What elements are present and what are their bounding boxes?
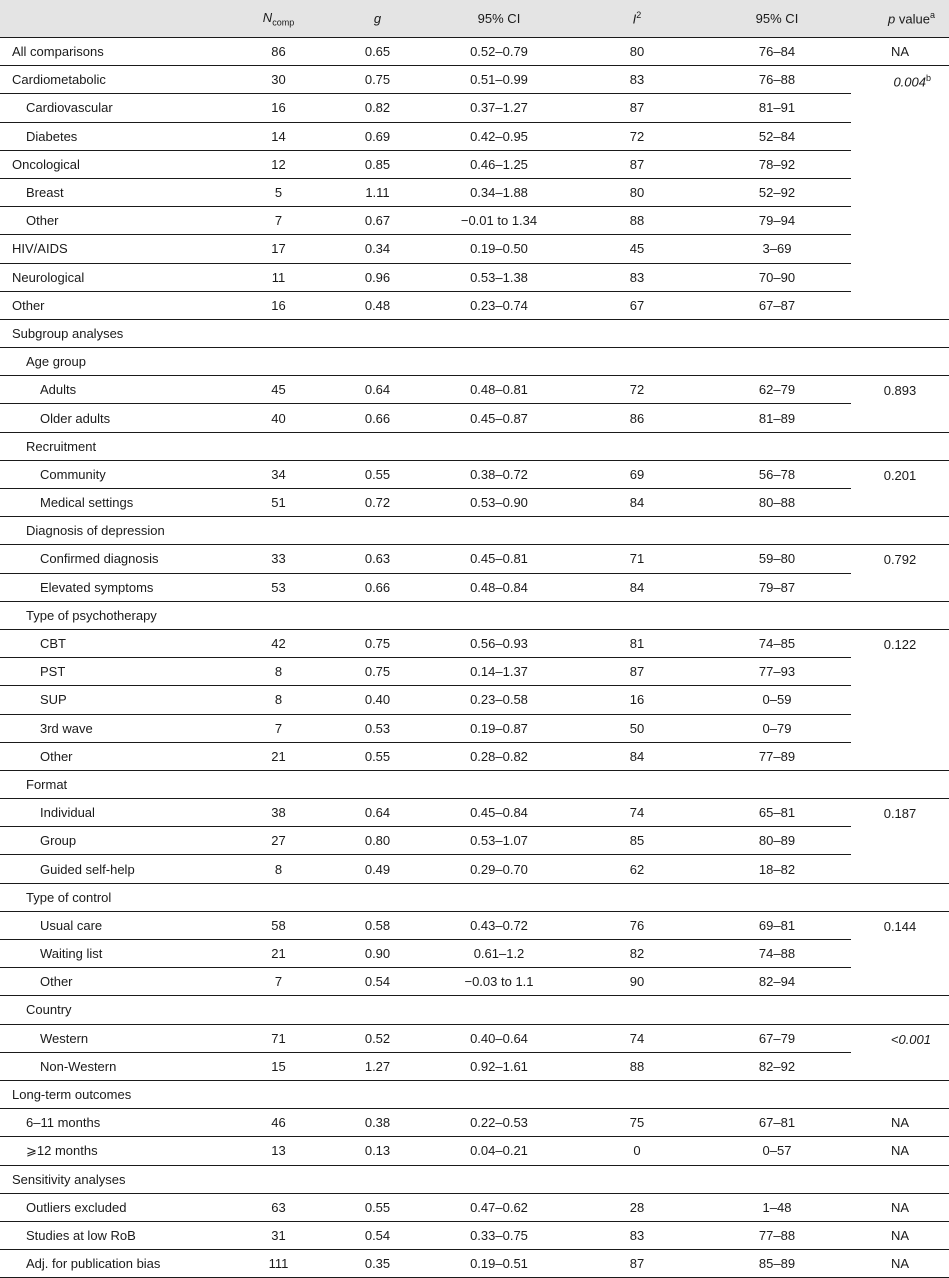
cell-g: 0.58: [328, 911, 427, 939]
cell-g: 0.65: [328, 38, 427, 66]
cell-ci: 0.40–0.64: [427, 1024, 571, 1052]
cell-ncomp: 42: [229, 629, 328, 657]
cell-p-value: NA: [851, 1109, 949, 1137]
cell-p-value: NA: [851, 1221, 949, 1249]
cell-g: 0.64: [328, 376, 427, 404]
cell-ci: 0.42–0.95: [427, 122, 571, 150]
cell-ncomp: 8: [229, 855, 328, 883]
row-label: Studies at low RoB: [0, 1221, 229, 1249]
cell-ci: 0.52–0.79: [427, 38, 571, 66]
cell-ci-i2: 76–84: [703, 38, 851, 66]
cell-ncomp: 14: [229, 122, 328, 150]
row-label: SUP: [0, 686, 229, 714]
header-p-value: p value$^a$: [851, 0, 949, 38]
cell-p-value: 0.201: [851, 460, 949, 516]
table-row: [0, 911, 949, 939]
cell-ncomp: 16: [229, 291, 328, 319]
cell-g: 0.35: [328, 1250, 427, 1278]
cell-ncomp: 11: [229, 263, 328, 291]
cell-ci-i2: 82–92: [703, 1052, 851, 1080]
cell-ci: −0.03 to 1.1: [427, 968, 571, 996]
cell-ci: 0.53–1.07: [427, 827, 571, 855]
cell-i2: 16: [571, 686, 703, 714]
cell-i2: 84: [571, 742, 703, 770]
section-row: [0, 1080, 949, 1108]
cell-ncomp: 45: [229, 376, 328, 404]
table-row: [0, 150, 949, 178]
cell-g: 0.69: [328, 122, 427, 150]
cell-i2: 50: [571, 714, 703, 742]
table-row: [0, 573, 949, 601]
table-row: [0, 1193, 949, 1221]
cell-ci-i2: 81–91: [703, 94, 851, 122]
cell-g: 0.96: [328, 263, 427, 291]
group-row: [0, 432, 949, 460]
cell-ci-i2: 67–87: [703, 291, 851, 319]
cell-ci-i2: 52–92: [703, 178, 851, 206]
cell-i2: 75: [571, 1109, 703, 1137]
cell-i2: 84: [571, 573, 703, 601]
cell-g: 0.67: [328, 207, 427, 235]
table-row: [0, 94, 949, 122]
row-label: Western: [0, 1024, 229, 1052]
cell-ncomp: 111: [229, 1250, 328, 1278]
table-row: [0, 1250, 949, 1278]
cell-g: 0.80: [328, 827, 427, 855]
cell-g: 0.48: [328, 291, 427, 319]
cell-ci: 0.47–0.62: [427, 1193, 571, 1221]
cell-i2: 72: [571, 122, 703, 150]
cell-ncomp: 27: [229, 827, 328, 855]
row-label: Adj. for publication bias: [0, 1250, 229, 1278]
table-row: [0, 968, 949, 996]
cell-ci-i2: 62–79: [703, 376, 851, 404]
cell-p-value: 0.792: [851, 545, 949, 601]
cell-i2: 71: [571, 545, 703, 573]
cell-i2: 87: [571, 1250, 703, 1278]
cell-i2: 69: [571, 460, 703, 488]
row-label: Other: [0, 291, 229, 319]
cell-p-value: 0.187: [851, 799, 949, 884]
cell-ci-i2: 67–81: [703, 1109, 851, 1137]
cell-i2: 76: [571, 911, 703, 939]
cell-ncomp: 16: [229, 94, 328, 122]
table-row: [0, 404, 949, 432]
cell-ci: 0.43–0.72: [427, 911, 571, 939]
row-label: Guided self-help: [0, 855, 229, 883]
cell-i2: 81: [571, 629, 703, 657]
row-label: All comparisons: [0, 38, 229, 66]
cell-ncomp: 51: [229, 489, 328, 517]
cell-ci: 0.48–0.81: [427, 376, 571, 404]
cell-ci-i2: 74–88: [703, 940, 851, 968]
cell-g: 0.75: [328, 629, 427, 657]
cell-ci: 0.33–0.75: [427, 1221, 571, 1249]
cell-g: 0.66: [328, 573, 427, 601]
row-label: Elevated symptoms: [0, 573, 229, 601]
cell-ci-i2: 82–94: [703, 968, 851, 996]
cell-ncomp: 38: [229, 799, 328, 827]
cell-ncomp: 7: [229, 207, 328, 235]
cell-p-value: NA: [851, 1137, 949, 1165]
cell-i2: 28: [571, 1193, 703, 1221]
cell-ncomp: 31: [229, 1221, 328, 1249]
row-label: Outliers excluded: [0, 1193, 229, 1221]
cell-i2: 72: [571, 376, 703, 404]
cell-i2: 45: [571, 235, 703, 263]
cell-g: 0.38: [328, 1109, 427, 1137]
cell-ncomp: 71: [229, 1024, 328, 1052]
cell-i2: 88: [571, 1052, 703, 1080]
cell-g: 0.85: [328, 150, 427, 178]
row-label: Other: [0, 207, 229, 235]
cell-g: 0.54: [328, 968, 427, 996]
group-label: Recruitment: [0, 432, 949, 460]
cell-ci-i2: 69–81: [703, 911, 851, 939]
cell-i2: 90: [571, 968, 703, 996]
table-row: [0, 686, 949, 714]
cell-ci: 0.23–0.58: [427, 686, 571, 714]
cell-ci: 0.19–0.50: [427, 235, 571, 263]
row-label: Individual: [0, 799, 229, 827]
cell-ci: 0.46–1.25: [427, 150, 571, 178]
section-label: Long-term outcomes: [0, 1080, 949, 1108]
section-label: Sensitivity analyses: [0, 1165, 949, 1193]
cell-i2: 80: [571, 38, 703, 66]
cell-ci: 0.56–0.93: [427, 629, 571, 657]
cell-ncomp: 33: [229, 545, 328, 573]
row-label: CBT: [0, 629, 229, 657]
cell-p-value: NA: [851, 38, 949, 66]
table-row: [0, 827, 949, 855]
table-body: [0, 38, 949, 1278]
row-label: Usual care: [0, 911, 229, 939]
table-row: [0, 1137, 949, 1165]
table-row: [0, 855, 949, 883]
cell-i2: 62: [571, 855, 703, 883]
table-row: [0, 291, 949, 319]
table-row: [0, 122, 949, 150]
row-label: Adults: [0, 376, 229, 404]
row-label: HIV/AIDS: [0, 235, 229, 263]
cell-g: 0.52: [328, 1024, 427, 1052]
cell-i2: 83: [571, 263, 703, 291]
row-label: PST: [0, 658, 229, 686]
cell-ncomp: 21: [229, 742, 328, 770]
cell-p-value: 0.004$^b$: [851, 66, 949, 320]
table-row: [0, 66, 949, 94]
cell-ci: 0.19–0.87: [427, 714, 571, 742]
cell-ci: 0.28–0.82: [427, 742, 571, 770]
cell-ci-i2: 0–57: [703, 1137, 851, 1165]
cell-ci-i2: 67–79: [703, 1024, 851, 1052]
cell-ci: 0.22–0.53: [427, 1109, 571, 1137]
cell-g: 0.75: [328, 658, 427, 686]
header-g: g: [328, 0, 427, 38]
cell-i2: 80: [571, 178, 703, 206]
cell-ncomp: 7: [229, 968, 328, 996]
table-row: [0, 1221, 949, 1249]
table-row: [0, 178, 949, 206]
table-row: [0, 263, 949, 291]
cell-ci: 0.51–0.99: [427, 66, 571, 94]
group-row: [0, 601, 949, 629]
group-row: [0, 883, 949, 911]
cell-ncomp: 17: [229, 235, 328, 263]
cell-g: 0.75: [328, 66, 427, 94]
cell-g: 0.55: [328, 742, 427, 770]
cell-ncomp: 86: [229, 38, 328, 66]
cell-ncomp: 34: [229, 460, 328, 488]
table-row: [0, 38, 949, 66]
cell-ci-i2: 0–79: [703, 714, 851, 742]
group-row: [0, 770, 949, 798]
cell-ci-i2: 85–89: [703, 1250, 851, 1278]
row-label: 3rd wave: [0, 714, 229, 742]
cell-ci: 0.19–0.51: [427, 1250, 571, 1278]
row-label: Other: [0, 742, 229, 770]
table-row: [0, 742, 949, 770]
cell-ncomp: 46: [229, 1109, 328, 1137]
cell-ci: 0.53–0.90: [427, 489, 571, 517]
cell-ci: 0.53–1.38: [427, 263, 571, 291]
cell-ci-i2: 52–84: [703, 122, 851, 150]
row-label: Neurological: [0, 263, 229, 291]
cell-ci: 0.37–1.27: [427, 94, 571, 122]
cell-g: 0.49: [328, 855, 427, 883]
row-label: Confirmed diagnosis: [0, 545, 229, 573]
table-row: [0, 1024, 949, 1052]
cell-g: 0.13: [328, 1137, 427, 1165]
row-label: Waiting list: [0, 940, 229, 968]
cell-ci: 0.48–0.84: [427, 573, 571, 601]
cell-ncomp: 7: [229, 714, 328, 742]
cell-ci-i2: 56–78: [703, 460, 851, 488]
cell-i2: 83: [571, 1221, 703, 1249]
table-row: [0, 629, 949, 657]
cell-g: 0.66: [328, 404, 427, 432]
cell-p-value: NA: [851, 1250, 949, 1278]
table-row: [0, 799, 949, 827]
table-row: [0, 658, 949, 686]
cell-i2: 85: [571, 827, 703, 855]
row-label: Non-Western: [0, 1052, 229, 1080]
cell-ci-i2: 59–80: [703, 545, 851, 573]
cell-p-value: <0.001: [851, 1024, 949, 1080]
cell-ci-i2: 1–48: [703, 1193, 851, 1221]
row-label: Breast: [0, 178, 229, 206]
cell-i2: 74: [571, 799, 703, 827]
cell-g: 0.72: [328, 489, 427, 517]
cell-i2: 83: [571, 66, 703, 94]
table-row: [0, 1109, 949, 1137]
header-i2: $I^2$: [571, 0, 703, 38]
row-label: 6–11 months: [0, 1109, 229, 1137]
cell-p-value: 0.122: [851, 629, 949, 770]
cell-g: 0.53: [328, 714, 427, 742]
group-row: [0, 348, 949, 376]
cell-g: 0.63: [328, 545, 427, 573]
table-row: [0, 207, 949, 235]
group-label: Age group: [0, 348, 949, 376]
cell-ci-i2: 77–88: [703, 1221, 851, 1249]
cell-i2: 82: [571, 940, 703, 968]
cell-g: 0.55: [328, 460, 427, 488]
cell-p-value: 0.893: [851, 376, 949, 432]
cell-ci: 0.61–1.2: [427, 940, 571, 968]
cell-ncomp: 8: [229, 658, 328, 686]
row-label: Older adults: [0, 404, 229, 432]
cell-g: 0.90: [328, 940, 427, 968]
cell-ci-i2: 18–82: [703, 855, 851, 883]
cell-g: 0.40: [328, 686, 427, 714]
cell-ci: 0.45–0.87: [427, 404, 571, 432]
cell-ncomp: 12: [229, 150, 328, 178]
table-row: [0, 376, 949, 404]
cell-ci-i2: 76–88: [703, 66, 851, 94]
cell-ci-i2: 80–89: [703, 827, 851, 855]
cell-ci: 0.29–0.70: [427, 855, 571, 883]
table-row: [0, 235, 949, 263]
cell-ci: 0.23–0.74: [427, 291, 571, 319]
cell-ci: 0.92–1.61: [427, 1052, 571, 1080]
cell-ncomp: 53: [229, 573, 328, 601]
cell-ncomp: 30: [229, 66, 328, 94]
cell-p-value: NA: [851, 1193, 949, 1221]
cell-ci: 0.34–1.88: [427, 178, 571, 206]
cell-p-value: 0.144: [851, 911, 949, 996]
cell-ncomp: 58: [229, 911, 328, 939]
cell-g: 1.11: [328, 178, 427, 206]
table-row: [0, 460, 949, 488]
table-row: [0, 714, 949, 742]
cell-i2: 87: [571, 150, 703, 178]
header-ci-i2: 95% CI: [703, 0, 851, 38]
row-label: Other: [0, 968, 229, 996]
cell-ci-i2: 80–88: [703, 489, 851, 517]
group-label: Type of control: [0, 883, 949, 911]
cell-ci-i2: 65–81: [703, 799, 851, 827]
cell-ncomp: 8: [229, 686, 328, 714]
table-header: [0, 0, 949, 38]
cell-g: 0.34: [328, 235, 427, 263]
cell-ncomp: 13: [229, 1137, 328, 1165]
header-label-blank: [0, 0, 229, 38]
group-row: [0, 996, 949, 1024]
cell-i2: 87: [571, 658, 703, 686]
cell-ci-i2: 77–89: [703, 742, 851, 770]
cell-ci: −0.01 to 1.34: [427, 207, 571, 235]
cell-i2: 87: [571, 94, 703, 122]
table-row: [0, 545, 949, 573]
cell-ncomp: 5: [229, 178, 328, 206]
cell-ncomp: 15: [229, 1052, 328, 1080]
cell-ci: 0.45–0.81: [427, 545, 571, 573]
cell-ci: 0.14–1.37: [427, 658, 571, 686]
row-label: Cardiovascular: [0, 94, 229, 122]
section-row: [0, 1165, 949, 1193]
row-label: Oncological: [0, 150, 229, 178]
header-ci: 95% CI: [427, 0, 571, 38]
cell-ci: 0.04–0.21: [427, 1137, 571, 1165]
cell-ncomp: 63: [229, 1193, 328, 1221]
cell-ci-i2: 0–59: [703, 686, 851, 714]
cell-i2: 74: [571, 1024, 703, 1052]
group-label: Format: [0, 770, 949, 798]
cell-ci-i2: 3–69: [703, 235, 851, 263]
group-label: Type of psychotherapy: [0, 601, 949, 629]
cell-ci-i2: 74–85: [703, 629, 851, 657]
cell-i2: 88: [571, 207, 703, 235]
row-label: Medical settings: [0, 489, 229, 517]
cell-ci-i2: 79–94: [703, 207, 851, 235]
table-row: [0, 940, 949, 968]
cell-g: 0.64: [328, 799, 427, 827]
cell-ci-i2: 79–87: [703, 573, 851, 601]
group-label: Diagnosis of depression: [0, 517, 949, 545]
cell-g: 1.27: [328, 1052, 427, 1080]
row-label: Cardiometabolic: [0, 66, 229, 94]
header-ncomp: $N_{comp}$: [229, 0, 328, 38]
cell-g: 0.54: [328, 1221, 427, 1249]
cell-g: 0.55: [328, 1193, 427, 1221]
row-label: Community: [0, 460, 229, 488]
cell-i2: 0: [571, 1137, 703, 1165]
section-row: [0, 319, 949, 347]
cell-ci-i2: 78–92: [703, 150, 851, 178]
cell-ci-i2: 81–89: [703, 404, 851, 432]
group-label: Country: [0, 996, 949, 1024]
cell-ci-i2: 77–93: [703, 658, 851, 686]
row-label: Diabetes: [0, 122, 229, 150]
cell-ncomp: 21: [229, 940, 328, 968]
group-row: [0, 517, 949, 545]
table-row: [0, 489, 949, 517]
cell-g: 0.82: [328, 94, 427, 122]
cell-ci: 0.45–0.84: [427, 799, 571, 827]
row-label: ⩾12 months: [0, 1137, 229, 1165]
cell-ci-i2: 70–90: [703, 263, 851, 291]
cell-ncomp: 40: [229, 404, 328, 432]
cell-i2: 84: [571, 489, 703, 517]
cell-i2: 86: [571, 404, 703, 432]
cell-ci: 0.38–0.72: [427, 460, 571, 488]
row-label: Group: [0, 827, 229, 855]
table-row: [0, 1052, 949, 1080]
cell-i2: 67: [571, 291, 703, 319]
section-label: Subgroup analyses: [0, 319, 949, 347]
